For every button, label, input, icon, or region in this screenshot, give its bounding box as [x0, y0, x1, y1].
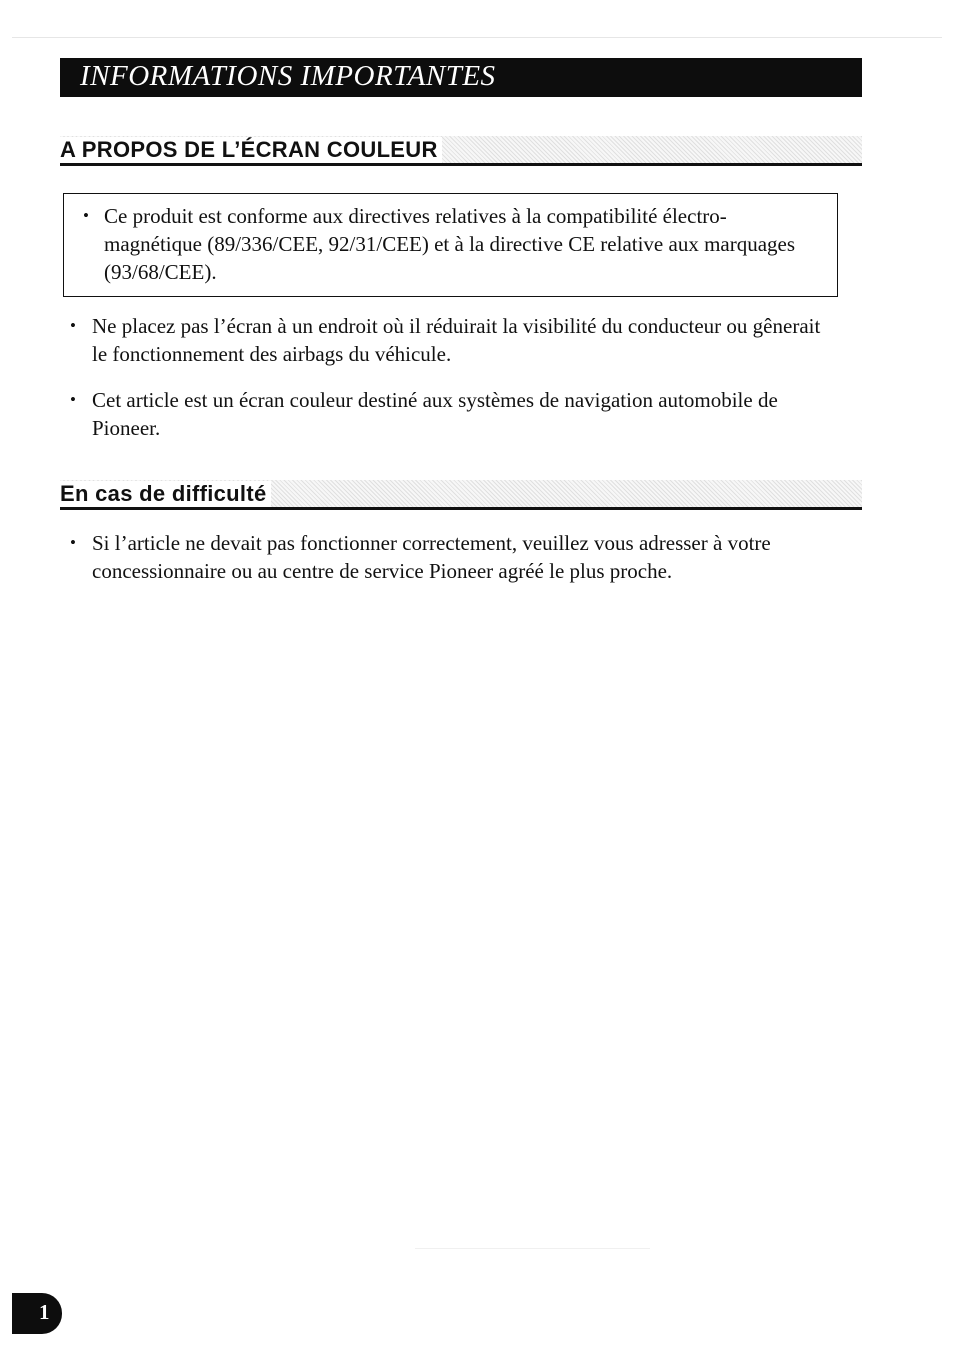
section-heading-ecran-couleur	[60, 136, 862, 166]
list-item	[70, 312, 840, 368]
page-title: INFORMATIONS IMPORTANTES	[80, 60, 496, 92]
bullet-icon: •	[83, 206, 89, 225]
list-item	[70, 386, 840, 442]
page-title-bar	[60, 58, 862, 97]
divider	[415, 1248, 650, 1249]
bullet-icon: •	[70, 390, 76, 409]
list-item-text: Si l’article ne devait pas fonctionner correctement, veuillez vous adresser à votre concessionnaire ou au centre de service Pioneer agréé le plus proche.	[92, 531, 771, 583]
list-item	[70, 529, 840, 585]
section-heading-difficulte	[60, 480, 862, 510]
list-item-text: Ne placez pas l’écran à un endroit où il réduirait la visibilité du conducteur ou gênerait le fonctionnement des airbags du véhicule.	[92, 314, 821, 366]
list-item	[83, 202, 803, 286]
section-heading-label: En cas de difficulté	[60, 481, 271, 507]
list-item-text: Ce produit est conforme aux directives relatives à la compatibilité électro-magnétique (89/336/CEE, 92/31/CEE) et à la directive CE relative aux marquages (93/68/CEE).	[104, 204, 796, 284]
section-heading-label: A PROPOS DE L’ÉCRAN COULEUR	[60, 137, 442, 163]
bullet-icon: •	[70, 533, 76, 552]
list-item-text: Cet article est un écran couleur destiné aux systèmes de navigation automobile de Pioneer.	[92, 388, 778, 440]
bullet-icon: •	[70, 316, 76, 335]
page-number: 1	[39, 1300, 50, 1324]
top-rule	[12, 37, 942, 38]
page-number-tab	[12, 1293, 62, 1334]
